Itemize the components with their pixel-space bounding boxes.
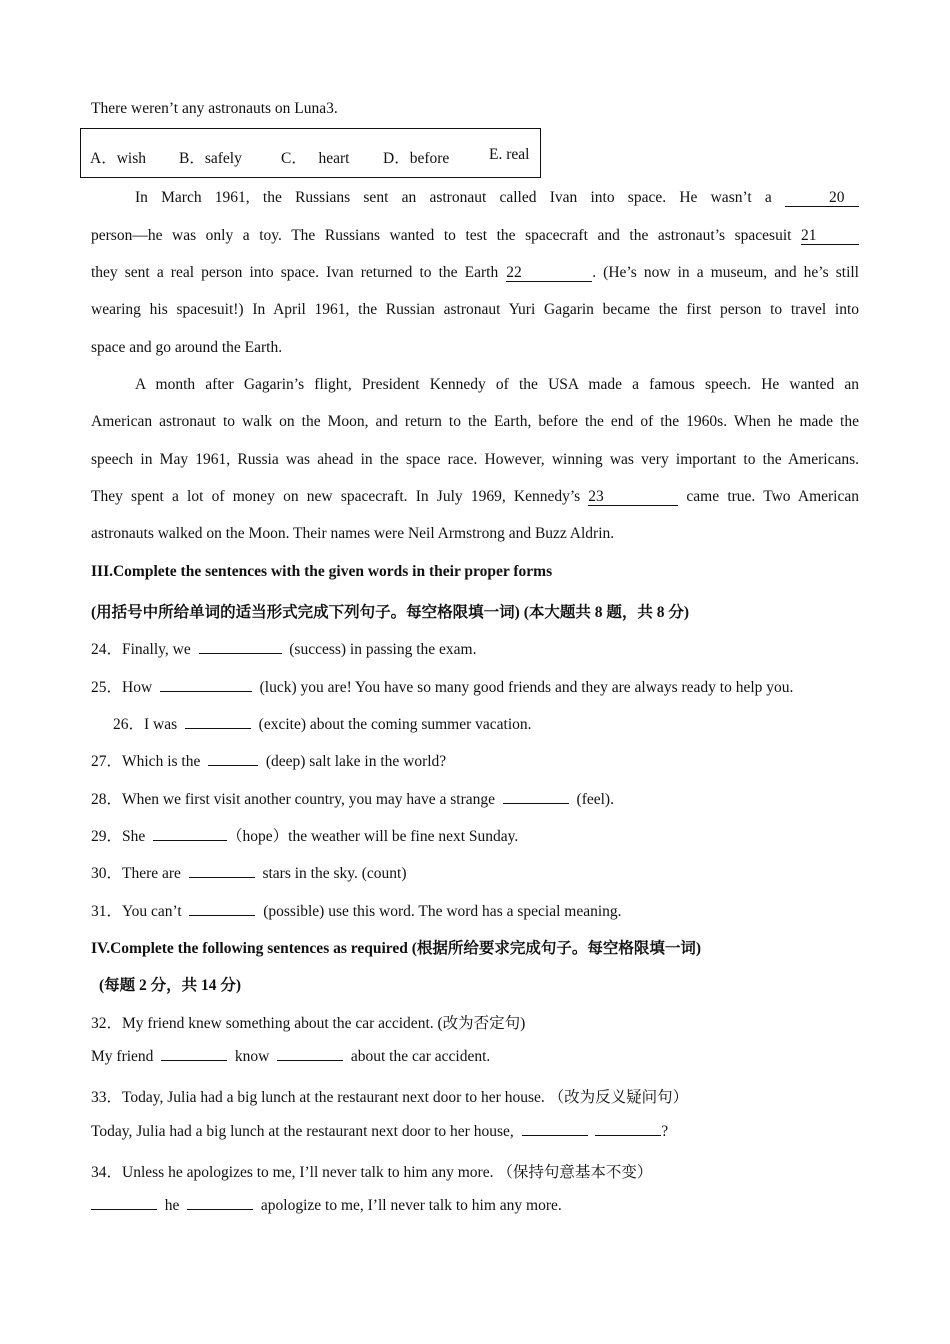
answer-blank[interactable] bbox=[160, 691, 252, 692]
blank-22: 22 bbox=[506, 264, 592, 282]
option-c bbox=[281, 146, 349, 168]
option-word: before bbox=[409, 150, 450, 167]
section-3-title: III.Complete the sentences with the given words in their proper forms bbox=[91, 563, 553, 580]
question-26: 26．I was (excite) about the coming summer vacation. bbox=[113, 716, 532, 733]
option-word: wish bbox=[116, 150, 146, 167]
question-27: 27．Which is the (deep) salt lake in the world? bbox=[91, 753, 447, 770]
passage-line: speech in May 1961, Russia was ahead in the space race. However, winning was very important to the Americans. bbox=[91, 451, 859, 468]
question-32: 32．My friend knew something about the car accident. (改为否定句) bbox=[91, 1015, 526, 1032]
passage-line: space and go around the Earth. bbox=[91, 339, 283, 356]
question-33: 33．Today, Julia had a big lunch at the restaurant next door to her house. （改为反义疑问句） bbox=[91, 1089, 689, 1106]
question-31: 31．You can’t (possible) use this word. The word has a special meaning. bbox=[91, 903, 622, 920]
answer-blank[interactable] bbox=[91, 1209, 157, 1210]
blank-23: 23 bbox=[588, 488, 678, 506]
option-e bbox=[489, 146, 529, 164]
option-letter: A． bbox=[90, 150, 117, 167]
option-letter: C． bbox=[281, 150, 307, 167]
answer-blank[interactable] bbox=[187, 1209, 253, 1210]
section-4-subtitle: (每题 2 分，共 14 分) bbox=[99, 977, 242, 994]
option-word: safely bbox=[204, 150, 242, 167]
answer-line-32: My friend know about the car accident. bbox=[91, 1048, 491, 1065]
answer-blank[interactable] bbox=[189, 877, 255, 878]
answer-blank[interactable] bbox=[208, 765, 258, 766]
question-30: 30．There are stars in the sky. (count) bbox=[91, 865, 407, 882]
section-4-title: IV.Complete the following sentences as required (根据所给要求完成句子。每空格限填一词) bbox=[91, 940, 702, 957]
question-24: 24．Finally, we (success) in passing the exam. bbox=[91, 641, 477, 658]
question-29: 29．She （hope）the weather will be fine next Sunday. bbox=[91, 828, 519, 845]
answer-blank[interactable] bbox=[277, 1060, 343, 1061]
answer-line-33: Today, Julia had a big lunch at the restaurant next door to her house, ? bbox=[91, 1123, 669, 1140]
answer-blank[interactable] bbox=[189, 915, 255, 916]
passage-line: astronauts walked on the Moon. Their names were Neil Armstrong and Buzz Aldrin. bbox=[91, 525, 615, 542]
answer-line-34: he apologize to me, I’ll never talk to him any more. bbox=[91, 1197, 562, 1215]
question-28: 28．When we first visit another country, you may have a strange (feel). bbox=[91, 791, 614, 808]
answer-blank[interactable] bbox=[161, 1060, 227, 1061]
option-word: heart bbox=[318, 150, 350, 167]
option-b bbox=[179, 146, 242, 168]
answer-blank[interactable] bbox=[595, 1135, 661, 1136]
passage-line: In March 1961, the Russians sent an astronaut called Ivan into space. He wasn’t a 20 bbox=[91, 189, 859, 207]
option-word: real bbox=[506, 146, 530, 163]
word-options-box bbox=[80, 128, 541, 178]
passage-line: They spent a lot of money on new spacecraft. In July 1969, Kennedy’s 23 came true. Two American bbox=[91, 488, 859, 505]
section-3-subtitle: (用括号中所给单词的适当形式完成下列句子。每空格限填一词) (本大题共 8 题，共 8 分) bbox=[91, 604, 690, 621]
answer-blank[interactable] bbox=[199, 653, 282, 654]
answer-blank[interactable] bbox=[522, 1135, 588, 1136]
answer-blank[interactable] bbox=[153, 840, 227, 841]
blank-20: 20 bbox=[785, 189, 859, 207]
passage-line: American astronaut to walk on the Moon, and return to the Earth, before the end of the 1960s. When he made the bbox=[91, 413, 859, 430]
option-letter: D． bbox=[383, 150, 410, 167]
blank-21: 21 bbox=[801, 227, 859, 245]
intro-line: There weren’t any astronauts on Luna3. bbox=[91, 100, 338, 117]
passage-line: A month after Gagarin’s flight, President Kennedy of the USA made a famous speech. He wanted an bbox=[135, 376, 859, 393]
answer-blank[interactable] bbox=[503, 803, 569, 804]
option-letter: E. bbox=[489, 146, 503, 163]
answer-blank[interactable] bbox=[185, 728, 251, 729]
passage-line: they sent a real person into space. Ivan returned to the Earth 22 . (He’s now in a museum, and he’s still bbox=[91, 264, 859, 281]
passage-line: person—he was only a toy. The Russians wanted to test the spacecraft and the astronaut’s spacesuit 21 bbox=[91, 227, 859, 245]
option-a bbox=[90, 146, 146, 168]
option-d bbox=[383, 146, 449, 168]
question-34: 34．Unless he apologizes to me, I’ll never talk to him any more. （保持句意基本不变） bbox=[91, 1164, 653, 1181]
question-25: 25．How (luck) you are! You have so many good friends and they are always ready to help you. bbox=[91, 679, 794, 696]
passage-line: wearing his spacesuit!) In April 1961, the Russian astronaut Yuri Gagarin became the first person to travel into bbox=[91, 301, 859, 318]
option-letter: B． bbox=[179, 150, 205, 167]
